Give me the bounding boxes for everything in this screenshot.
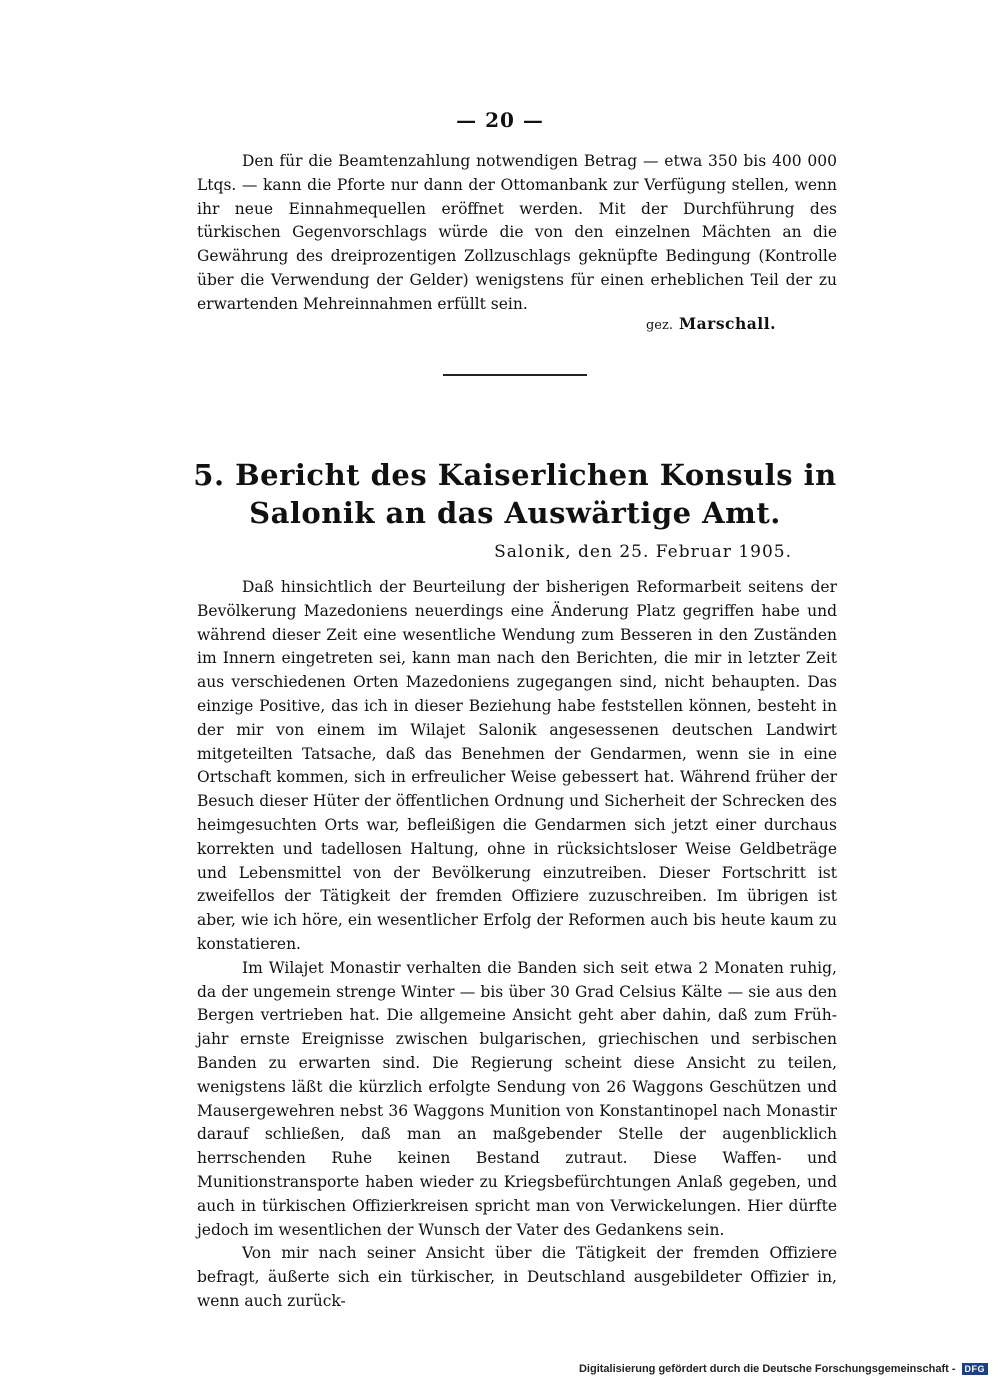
paragraph: Daß hinsichtlich der Beurteilung der bisherigen Reformarbeit seitens der Bevölkerung Mazedoniens neuerdings eine Änderung Platz gegriffen habe und während dieser Zeit eine wesentliche Wendung zum Besseren in den Zuständen im Innern eingetreten sei, kann man nach den Berichten, die mir in letzter Zeit aus verschiedenen Orten Mazedoniens zugegangen sind, nicht behaupten. Das einzige Positive, das ich in dieser Beziehung habe feststellen können, besteht in der mir von einem im Wilajet Salonik angesessenen deutschen Landwirt mitgeteilten Tatsache, daß das Benehmen der Gendarmen, wenn sie in eine Ortschaft kommen, sich in erfreulicher Weise gebessert hat. Während früher der Besuch dieser Hüter der öffentlichen Ordnung und Sicherheit der Schrecken des heimgesuchten Orts war, befleißigen die Gendarmen sich jetzt einer durchaus korrekten und tadellosen Haltung, ohne in rücksichtsloser Weise Geldbeträge und Lebensmittel von der Bevölkerung einzutreiben. Dieser Fortschritt ist zweifellos der Tätigkeit der fremden Offiziere zuzuschreiben. Im übrigen ist aber, wie ich höre, ein wesentlicher Erfolg der Reformen auch bis heute kaum zu konstatieren.	[197, 578, 837, 953]
paragraph: Im Wilajet Monastir verhalten die Banden sich seit etwa 2 Monaten ruhig, da der ungemein strenge Winter — bis über 30 Grad Celsius Kälte — sie aus den Bergen vertrieben hat. Die allgemeine Ansicht geht aber dahin, daß zum Frühjahr ernste Ereignisse zwischen bulgarischen, griechischen und serbischen Banden zu erwarten sind. Die Regierung scheint diese Ansicht zu teilen, wenigstens läßt die kürzlich erfolgte Sendung von 26 Waggons Geschützen und Mausergewehren nebst 36 Waggons Munition von Konstantinopel nach Monastir darauf schließen, daß man an maßgebender Stelle der augenblicklich herrschenden Ruhe keinen Bestand zutraut. Diese Waffen- und Munitionstransporte haben wieder zu Kriegsbefürchtungen Anlaß gegeben, und auch in türkischen Offizierkreisen spricht man von Verwickelungen. Hier dürfte jedoch im wesentlichen der Wunsch der Vater des Gedankens sein.	[197, 958, 837, 1239]
digitization-credit	[579, 1363, 988, 1375]
dfg-logo: DFG	[962, 1363, 989, 1375]
continued-text-block	[197, 150, 837, 317]
section-separator-rule	[443, 374, 587, 376]
paragraph: Den für die Beamtenzahlung notwendigen Betrag — etwa 350 bis 400 000 Ltqs. — kann die Pforte nur dann der Ottomanbank zur Verfügung stellen, wenn ihr neue Einnahmequellen eröffnet werden. Mit der Durchführung des türkischen Gegenvorschlags würde die von den einzelnen Mächten an die Gewährung des dreiprozentigen Zollzuschlags geknüpfte Bedingung (Kontrolle über die Verwendung der Gelder) wenigstens für einen erheblichen Teil der zu erwartenden Mehreinnahmen erfüllt sein.	[197, 152, 837, 313]
paragraph: Von mir nach seiner Ansicht über die Tätigkeit der fremden Offiziere befragt, äußerte sich ein türkischer, in Deutschland ausgebildeter Offizier in, wenn auch zurück-	[197, 1244, 837, 1310]
signature-name: Marschall.	[678, 314, 776, 333]
dateline: Salonik, den 25. Februar 1905.	[494, 542, 792, 562]
signature	[646, 314, 776, 333]
credit-text: Digitalisierung gefördert durch die Deutsche Forschungsgemeinschaft -	[578, 1363, 956, 1375]
page-number: — 20 —	[456, 108, 544, 132]
report-body	[197, 576, 837, 1314]
signature-prefix: gez.	[645, 318, 673, 333]
section-heading: 5. Bericht des Kaiserlichen Konsuls in Salonik an das Auswärtige Amt.	[193, 458, 837, 530]
